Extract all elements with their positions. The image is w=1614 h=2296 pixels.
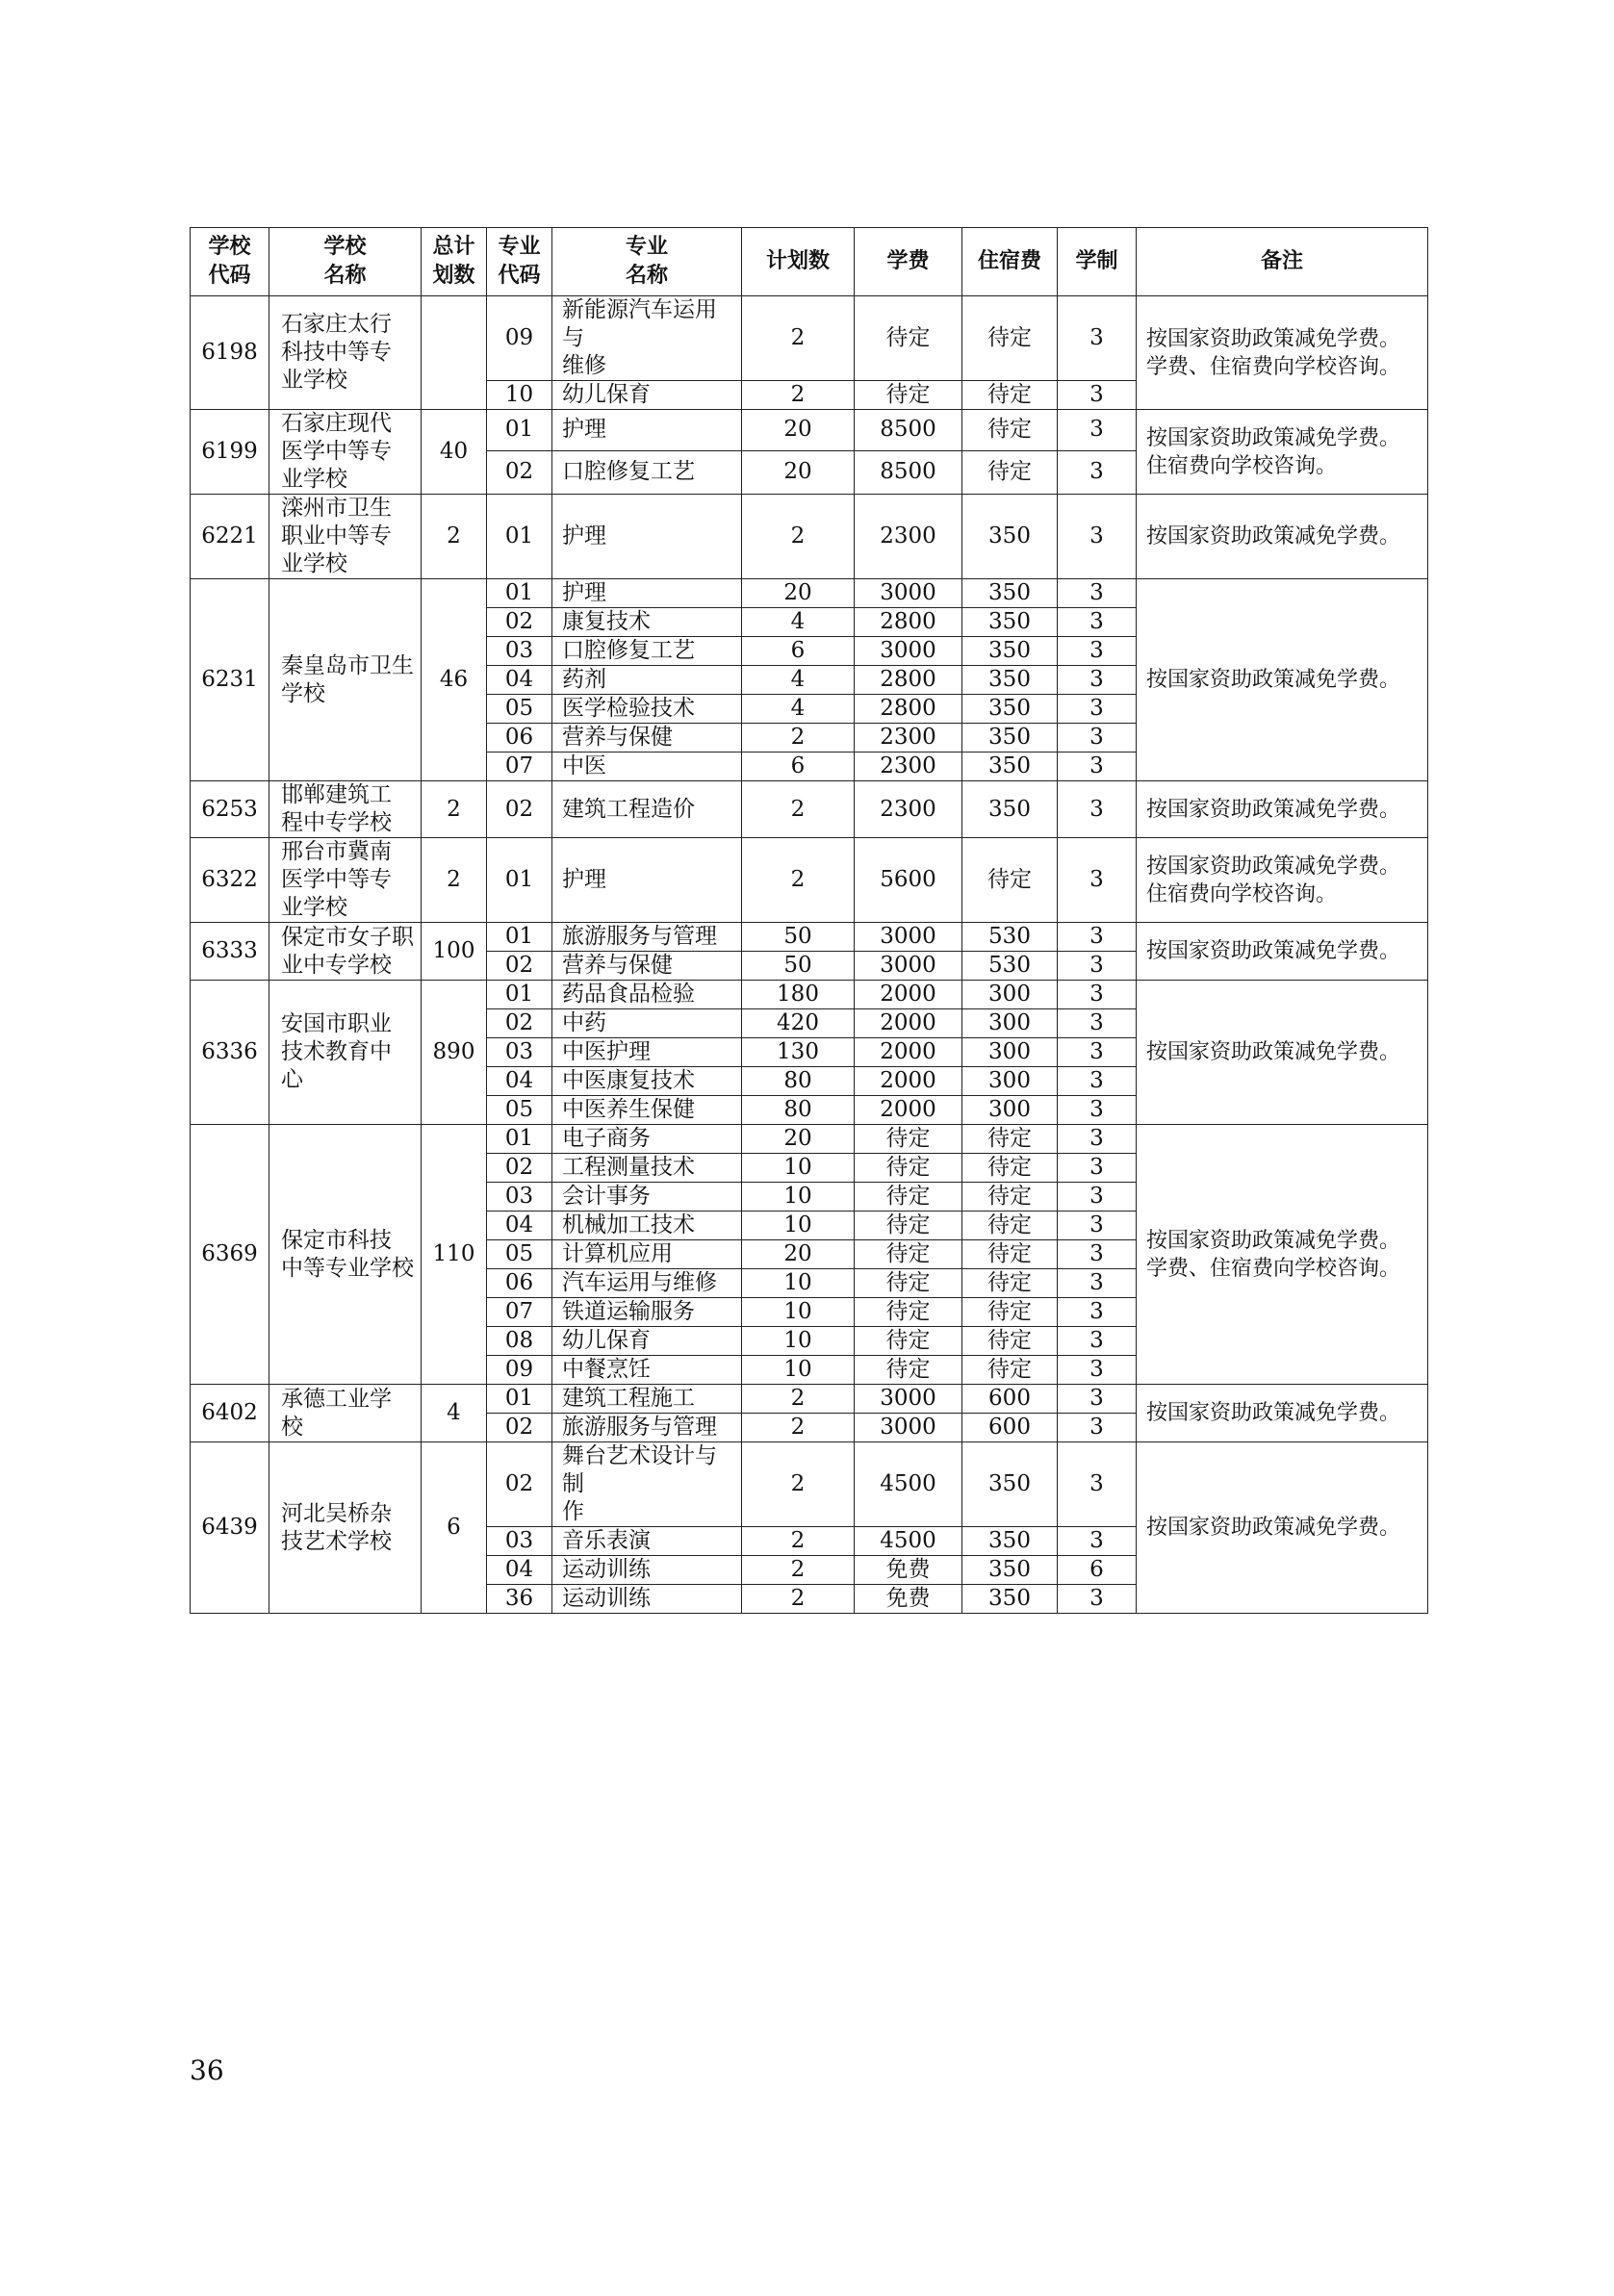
plan-count-cell: 10 <box>742 1298 855 1327</box>
plan-count-cell: 80 <box>742 1067 855 1096</box>
school-code-cell: 6198 <box>191 296 269 410</box>
tuition-cell: 2000 <box>855 1038 962 1067</box>
table-row <box>191 410 1428 451</box>
plan-count-cell: 20 <box>742 450 855 494</box>
tuition-cell: 2000 <box>855 1096 962 1125</box>
plan-count-cell: 10 <box>742 1183 855 1212</box>
remarks-cell: 按国家资助政策减免学费。 学费、住宿费向学校咨询。 <box>1137 296 1428 410</box>
tuition-cell: 待定 <box>855 381 962 410</box>
duration-cell: 3 <box>1058 1154 1137 1183</box>
major-code-cell: 01 <box>487 579 552 608</box>
lodging-fee-cell: 待定 <box>962 450 1058 494</box>
major-name-cell: 运动训练 <box>552 1585 742 1614</box>
tuition-cell: 2800 <box>855 608 962 637</box>
major-code-cell: 02 <box>487 952 552 981</box>
major-name-cell: 口腔修复工艺 <box>552 637 742 666</box>
major-name-cell: 旅游服务与管理 <box>552 1414 742 1442</box>
school-code-cell: 6336 <box>191 981 269 1125</box>
remarks-cell: 按国家资助政策减免学费。 <box>1137 923 1428 981</box>
remarks-cell: 按国家资助政策减免学费。 <box>1137 981 1428 1125</box>
table-row <box>191 981 1428 1009</box>
plan-count-cell: 20 <box>742 1240 855 1269</box>
duration-cell: 3 <box>1058 1585 1137 1614</box>
major-code-cell: 01 <box>487 410 552 451</box>
major-name-cell: 中医护理 <box>552 1038 742 1067</box>
school-code-cell: 6369 <box>191 1125 269 1385</box>
school-name-cell: 保定市女子职 业中专学校 <box>269 923 422 981</box>
school-code-cell: 6221 <box>191 495 269 579</box>
school-code-cell: 6439 <box>191 1442 269 1614</box>
lodging-fee-cell: 待定 <box>962 381 1058 410</box>
remarks-cell: 按国家资助政策减免学费。 住宿费向学校咨询。 <box>1137 410 1428 495</box>
plan-count-cell: 2 <box>742 1385 855 1414</box>
header-plan-count: 计划数 <box>742 228 855 296</box>
major-code-cell: 01 <box>487 495 552 579</box>
duration-cell: 3 <box>1058 753 1137 781</box>
major-code-cell: 07 <box>487 753 552 781</box>
lodging-fee-cell: 350 <box>962 579 1058 608</box>
major-name-cell: 中餐烹饪 <box>552 1356 742 1385</box>
major-code-cell: 02 <box>487 608 552 637</box>
major-name-cell: 机械加工技术 <box>552 1212 742 1240</box>
duration-cell: 3 <box>1058 923 1137 952</box>
table-row <box>191 838 1428 923</box>
duration-cell: 3 <box>1058 1442 1137 1527</box>
lodging-fee-cell: 300 <box>962 1096 1058 1125</box>
lodging-fee-cell: 待定 <box>962 1298 1058 1327</box>
lodging-fee-cell: 待定 <box>962 1125 1058 1154</box>
header-tuition: 学费 <box>855 228 962 296</box>
tuition-cell: 待定 <box>855 1212 962 1240</box>
tuition-cell: 2300 <box>855 724 962 753</box>
plan-count-cell: 2 <box>742 495 855 579</box>
tuition-cell: 待定 <box>855 1269 962 1298</box>
duration-cell: 3 <box>1058 952 1137 981</box>
plan-count-cell: 2 <box>742 724 855 753</box>
tuition-cell: 待定 <box>855 1327 962 1356</box>
major-name-cell: 旅游服务与管理 <box>552 923 742 952</box>
major-code-cell: 02 <box>487 1414 552 1442</box>
duration-cell: 3 <box>1058 724 1137 753</box>
duration-cell: 3 <box>1058 1212 1137 1240</box>
tuition-cell: 4500 <box>855 1442 962 1527</box>
lodging-fee-cell: 350 <box>962 753 1058 781</box>
major-name-cell: 药品食品检验 <box>552 981 742 1009</box>
duration-cell: 3 <box>1058 1038 1137 1067</box>
major-name-cell: 营养与保健 <box>552 952 742 981</box>
major-name-cell: 中医康复技术 <box>552 1067 742 1096</box>
school-code-cell: 6231 <box>191 579 269 781</box>
tuition-cell: 2000 <box>855 1009 962 1038</box>
major-name-cell: 汽车运用与维修 <box>552 1269 742 1298</box>
tuition-cell: 2000 <box>855 1067 962 1096</box>
header-major-code: 专业 代码 <box>487 228 552 296</box>
duration-cell: 3 <box>1058 1183 1137 1212</box>
header-school-name: 学校 名称 <box>269 228 422 296</box>
lodging-fee-cell: 待定 <box>962 296 1058 381</box>
duration-cell: 3 <box>1058 579 1137 608</box>
school-name-cell: 邢台市冀南 医学中等专 业学校 <box>269 838 422 923</box>
major-code-cell: 02 <box>487 781 552 838</box>
major-code-cell: 06 <box>487 724 552 753</box>
major-name-cell: 幼儿保育 <box>552 381 742 410</box>
plan-count-cell: 2 <box>742 381 855 410</box>
school-name-cell: 秦皇岛市卫生 学校 <box>269 579 422 781</box>
lodging-fee-cell: 待定 <box>962 1356 1058 1385</box>
major-code-cell: 03 <box>487 1038 552 1067</box>
table-header-row <box>191 228 1428 296</box>
plan-count-cell: 50 <box>742 952 855 981</box>
lodging-fee-cell: 350 <box>962 695 1058 724</box>
remarks-cell: 按国家资助政策减免学费。 <box>1137 1385 1428 1442</box>
duration-cell: 3 <box>1058 495 1137 579</box>
duration-cell: 3 <box>1058 608 1137 637</box>
table-row <box>191 781 1428 838</box>
school-total-cell: 6 <box>422 1442 487 1614</box>
major-code-cell: 08 <box>487 1327 552 1356</box>
major-name-cell: 护理 <box>552 838 742 923</box>
duration-cell: 3 <box>1058 1096 1137 1125</box>
school-total-cell: 100 <box>422 923 487 981</box>
lodging-fee-cell: 350 <box>962 666 1058 695</box>
tuition-cell: 免费 <box>855 1585 962 1614</box>
school-name-cell: 石家庄太行 科技中等专 业学校 <box>269 296 422 410</box>
page-number: 36 <box>190 2054 224 2086</box>
major-code-cell: 06 <box>487 1269 552 1298</box>
lodging-fee-cell: 待定 <box>962 1327 1058 1356</box>
major-code-cell: 03 <box>487 1527 552 1556</box>
major-name-cell: 工程测量技术 <box>552 1154 742 1183</box>
school-name-cell: 安国市职业 技术教育中 心 <box>269 981 422 1125</box>
tuition-cell: 待定 <box>855 1183 962 1212</box>
tuition-cell: 8500 <box>855 410 962 451</box>
major-code-cell: 02 <box>487 1442 552 1527</box>
duration-cell: 3 <box>1058 1327 1137 1356</box>
lodging-fee-cell: 待定 <box>962 1154 1058 1183</box>
lodging-fee-cell: 300 <box>962 1009 1058 1038</box>
lodging-fee-cell: 350 <box>962 1527 1058 1556</box>
lodging-fee-cell: 350 <box>962 1585 1058 1614</box>
duration-cell: 3 <box>1058 1414 1137 1442</box>
school-name-cell: 承德工业学 校 <box>269 1385 422 1442</box>
major-code-cell: 04 <box>487 1067 552 1096</box>
school-name-cell: 滦州市卫生 职业中等专 业学校 <box>269 495 422 579</box>
header-duration: 学制 <box>1058 228 1137 296</box>
plan-count-cell: 10 <box>742 1327 855 1356</box>
school-name-cell: 河北吴桥杂 技艺术学校 <box>269 1442 422 1614</box>
tuition-cell: 2300 <box>855 753 962 781</box>
tuition-cell: 待定 <box>855 1125 962 1154</box>
major-name-cell: 计算机应用 <box>552 1240 742 1269</box>
table-body <box>191 296 1428 1614</box>
lodging-fee-cell: 待定 <box>962 1269 1058 1298</box>
major-name-cell: 营养与保健 <box>552 724 742 753</box>
major-name-cell: 护理 <box>552 410 742 451</box>
plan-count-cell: 2 <box>742 781 855 838</box>
tuition-cell: 8500 <box>855 450 962 494</box>
lodging-fee-cell: 350 <box>962 495 1058 579</box>
plan-count-cell: 20 <box>742 410 855 451</box>
tuition-cell: 3000 <box>855 637 962 666</box>
major-code-cell: 01 <box>487 1385 552 1414</box>
school-total-cell: 2 <box>422 495 487 579</box>
major-code-cell: 04 <box>487 1556 552 1585</box>
tuition-cell: 3000 <box>855 1385 962 1414</box>
lodging-fee-cell: 530 <box>962 952 1058 981</box>
plan-count-cell: 2 <box>742 1556 855 1585</box>
header-remarks: 备注 <box>1137 228 1428 296</box>
school-total-cell: 2 <box>422 838 487 923</box>
plan-count-cell: 2 <box>742 838 855 923</box>
duration-cell: 3 <box>1058 296 1137 381</box>
major-name-cell: 建筑工程施工 <box>552 1385 742 1414</box>
duration-cell: 3 <box>1058 1067 1137 1096</box>
lodging-fee-cell: 待定 <box>962 1240 1058 1269</box>
lodging-fee-cell: 300 <box>962 1067 1058 1096</box>
major-name-cell: 铁道运输服务 <box>552 1298 742 1327</box>
plan-count-cell: 4 <box>742 666 855 695</box>
remarks-cell: 按国家资助政策减免学费。 <box>1137 781 1428 838</box>
duration-cell: 3 <box>1058 381 1137 410</box>
major-code-cell: 03 <box>487 1183 552 1212</box>
major-code-cell: 36 <box>487 1585 552 1614</box>
header-school-code: 学校 代码 <box>191 228 269 296</box>
school-total-cell: 110 <box>422 1125 487 1385</box>
plan-count-cell: 6 <box>742 637 855 666</box>
duration-cell: 3 <box>1058 981 1137 1009</box>
lodging-fee-cell: 600 <box>962 1385 1058 1414</box>
major-name-cell: 运动训练 <box>552 1556 742 1585</box>
enrollment-plan-table <box>190 227 1428 1614</box>
tuition-cell: 免费 <box>855 1556 962 1585</box>
lodging-fee-cell: 350 <box>962 1556 1058 1585</box>
remarks-cell: 按国家资助政策减免学费。 学费、住宿费向学校咨询。 <box>1137 1125 1428 1385</box>
major-name-cell: 医学检验技术 <box>552 695 742 724</box>
plan-count-cell: 10 <box>742 1212 855 1240</box>
major-code-cell: 02 <box>487 1154 552 1183</box>
major-code-cell: 09 <box>487 296 552 381</box>
duration-cell: 3 <box>1058 1240 1137 1269</box>
table-row <box>191 579 1428 608</box>
school-name-cell: 邯郸建筑工 程中专学校 <box>269 781 422 838</box>
plan-count-cell: 6 <box>742 753 855 781</box>
table-row <box>191 923 1428 952</box>
duration-cell: 3 <box>1058 1298 1137 1327</box>
remarks-cell: 按国家资助政策减免学费。 <box>1137 495 1428 579</box>
table-row <box>191 296 1428 381</box>
major-name-cell: 护理 <box>552 495 742 579</box>
tuition-cell: 2800 <box>855 695 962 724</box>
tuition-cell: 2300 <box>855 781 962 838</box>
lodging-fee-cell: 350 <box>962 637 1058 666</box>
major-code-cell: 01 <box>487 923 552 952</box>
duration-cell: 3 <box>1058 695 1137 724</box>
duration-cell: 6 <box>1058 1556 1137 1585</box>
lodging-fee-cell: 350 <box>962 781 1058 838</box>
lodging-fee-cell: 待定 <box>962 1212 1058 1240</box>
plan-count-cell: 4 <box>742 608 855 637</box>
major-name-cell: 中医 <box>552 753 742 781</box>
lodging-fee-cell: 350 <box>962 1442 1058 1527</box>
school-total-cell: 40 <box>422 410 487 495</box>
school-name-cell: 石家庄现代 医学中等专 业学校 <box>269 410 422 495</box>
header-major-name: 专业 名称 <box>552 228 742 296</box>
plan-count-cell: 10 <box>742 1356 855 1385</box>
tuition-cell: 待定 <box>855 1298 962 1327</box>
major-name-cell: 口腔修复工艺 <box>552 450 742 494</box>
remarks-cell: 按国家资助政策减免学费。 住宿费向学校咨询。 <box>1137 838 1428 923</box>
major-code-cell: 01 <box>487 981 552 1009</box>
major-code-cell: 01 <box>487 838 552 923</box>
plan-count-cell: 10 <box>742 1154 855 1183</box>
lodging-fee-cell: 600 <box>962 1414 1058 1442</box>
major-code-cell: 02 <box>487 450 552 494</box>
major-code-cell: 04 <box>487 666 552 695</box>
lodging-fee-cell: 待定 <box>962 410 1058 451</box>
major-name-cell: 会计事务 <box>552 1183 742 1212</box>
school-total-cell: 4 <box>422 1385 487 1442</box>
tuition-cell: 待定 <box>855 1240 962 1269</box>
major-name-cell: 护理 <box>552 579 742 608</box>
school-code-cell: 6322 <box>191 838 269 923</box>
lodging-fee-cell: 待定 <box>962 838 1058 923</box>
lodging-fee-cell: 530 <box>962 923 1058 952</box>
tuition-cell: 3000 <box>855 923 962 952</box>
lodging-fee-cell: 300 <box>962 1038 1058 1067</box>
lodging-fee-cell: 待定 <box>962 1183 1058 1212</box>
plan-count-cell: 2 <box>742 296 855 381</box>
plan-count-cell: 2 <box>742 1414 855 1442</box>
major-code-cell: 05 <box>487 1240 552 1269</box>
major-name-cell: 电子商务 <box>552 1125 742 1154</box>
major-name-cell: 建筑工程造价 <box>552 781 742 838</box>
duration-cell: 3 <box>1058 410 1137 451</box>
duration-cell: 3 <box>1058 666 1137 695</box>
major-name-cell: 新能源汽车运用与 维修 <box>552 296 742 381</box>
duration-cell: 3 <box>1058 781 1137 838</box>
major-name-cell: 康复技术 <box>552 608 742 637</box>
tuition-cell: 待定 <box>855 1154 962 1183</box>
school-code-cell: 6333 <box>191 923 269 981</box>
plan-count-cell: 130 <box>742 1038 855 1067</box>
tuition-cell: 2800 <box>855 666 962 695</box>
remarks-cell: 按国家资助政策减免学费。 <box>1137 579 1428 781</box>
duration-cell: 3 <box>1058 1527 1137 1556</box>
tuition-cell: 待定 <box>855 1356 962 1385</box>
major-name-cell: 音乐表演 <box>552 1527 742 1556</box>
school-name-cell: 保定市科技 中等专业学校 <box>269 1125 422 1385</box>
major-name-cell: 幼儿保育 <box>552 1327 742 1356</box>
plan-count-cell: 4 <box>742 695 855 724</box>
tuition-cell: 2000 <box>855 981 962 1009</box>
table-row <box>191 495 1428 579</box>
tuition-cell: 3000 <box>855 579 962 608</box>
plan-count-cell: 180 <box>742 981 855 1009</box>
plan-count-cell: 80 <box>742 1096 855 1125</box>
plan-count-cell: 10 <box>742 1269 855 1298</box>
major-code-cell: 07 <box>487 1298 552 1327</box>
tuition-cell: 3000 <box>855 952 962 981</box>
duration-cell: 3 <box>1058 1385 1137 1414</box>
duration-cell: 3 <box>1058 1125 1137 1154</box>
major-code-cell: 01 <box>487 1125 552 1154</box>
table-row <box>191 1125 1428 1154</box>
major-code-cell: 05 <box>487 695 552 724</box>
major-name-cell: 中药 <box>552 1009 742 1038</box>
major-name-cell: 舞台艺术设计与制 作 <box>552 1442 742 1527</box>
tuition-cell: 4500 <box>855 1527 962 1556</box>
header-total-plan: 总计 划数 <box>422 228 487 296</box>
school-total-cell <box>422 296 487 410</box>
duration-cell: 3 <box>1058 1356 1137 1385</box>
table-row <box>191 1385 1428 1414</box>
school-total-cell: 46 <box>422 579 487 781</box>
major-name-cell: 药剂 <box>552 666 742 695</box>
lodging-fee-cell: 350 <box>962 724 1058 753</box>
plan-count-cell: 2 <box>742 1585 855 1614</box>
major-code-cell: 02 <box>487 1009 552 1038</box>
plan-count-cell: 2 <box>742 1442 855 1527</box>
major-code-cell: 09 <box>487 1356 552 1385</box>
duration-cell: 3 <box>1058 637 1137 666</box>
lodging-fee-cell: 300 <box>962 981 1058 1009</box>
plan-count-cell: 420 <box>742 1009 855 1038</box>
major-code-cell: 05 <box>487 1096 552 1125</box>
major-code-cell: 03 <box>487 637 552 666</box>
lodging-fee-cell: 350 <box>962 608 1058 637</box>
tuition-cell: 2300 <box>855 495 962 579</box>
plan-count-cell: 50 <box>742 923 855 952</box>
plan-count-cell: 2 <box>742 1527 855 1556</box>
plan-count-cell: 20 <box>742 579 855 608</box>
school-code-cell: 6402 <box>191 1385 269 1442</box>
tuition-cell: 待定 <box>855 296 962 381</box>
table-row <box>191 1442 1428 1527</box>
school-code-cell: 6253 <box>191 781 269 838</box>
school-total-cell: 2 <box>422 781 487 838</box>
major-code-cell: 04 <box>487 1212 552 1240</box>
duration-cell: 3 <box>1058 450 1137 494</box>
plan-count-cell: 20 <box>742 1125 855 1154</box>
major-code-cell: 10 <box>487 381 552 410</box>
tuition-cell: 5600 <box>855 838 962 923</box>
school-code-cell: 6199 <box>191 410 269 495</box>
duration-cell: 3 <box>1058 1269 1137 1298</box>
duration-cell: 3 <box>1058 1009 1137 1038</box>
school-total-cell: 890 <box>422 981 487 1125</box>
header-lodging-fee: 住宿费 <box>962 228 1058 296</box>
duration-cell: 3 <box>1058 838 1137 923</box>
major-name-cell: 中医养生保健 <box>552 1096 742 1125</box>
tuition-cell: 3000 <box>855 1414 962 1442</box>
remarks-cell: 按国家资助政策减免学费。 <box>1137 1442 1428 1614</box>
